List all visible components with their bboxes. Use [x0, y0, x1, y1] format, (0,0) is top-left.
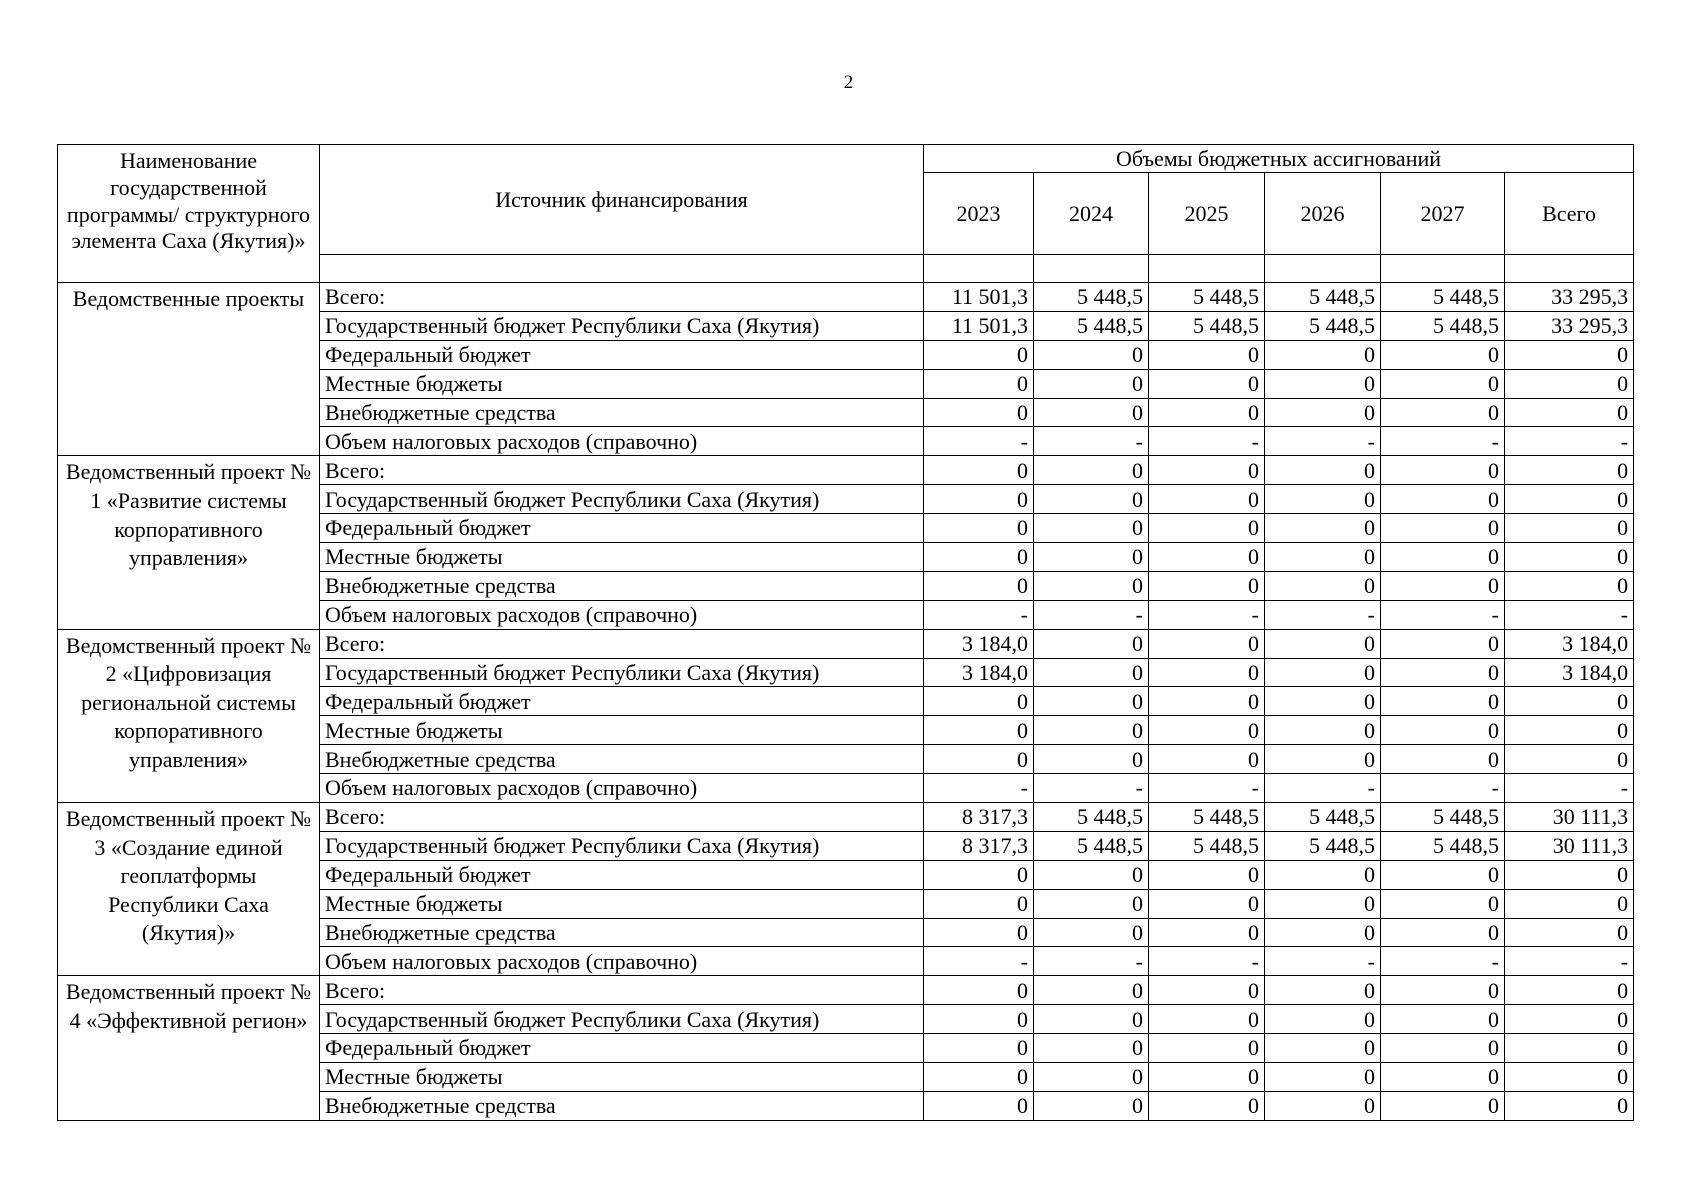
year-value-cell: -: [1149, 947, 1265, 976]
year-value-cell: 0: [924, 976, 1034, 1005]
year-value-cell: 0: [1381, 1091, 1505, 1120]
year-value-cell: 0: [1149, 687, 1265, 716]
year-value-cell: 0: [1149, 485, 1265, 514]
year-value-cell: 0: [1034, 543, 1149, 572]
total-value-cell: 0: [1505, 716, 1634, 745]
year-value-cell: 0: [1265, 1005, 1381, 1034]
funding-source-cell: Внебюджетные средства: [320, 398, 924, 427]
year-value-cell: 0: [1265, 340, 1381, 369]
funding-source-cell: Государственный бюджет Республики Саха (Якутия): [320, 311, 924, 340]
total-value-cell: 0: [1505, 369, 1634, 398]
year-value-cell: 0: [924, 716, 1034, 745]
total-value-cell: -: [1505, 600, 1634, 629]
total-value-cell: 0: [1505, 398, 1634, 427]
year-value-cell: 0: [1265, 485, 1381, 514]
year-value-cell: -: [1149, 774, 1265, 803]
year-value-cell: 0: [1149, 571, 1265, 600]
year-value-cell: 0: [1034, 514, 1149, 543]
year-value-cell: 0: [924, 918, 1034, 947]
year-value-cell: -: [924, 427, 1034, 456]
year-value-cell: 0: [924, 1091, 1034, 1120]
year-value-cell: 0: [1149, 456, 1265, 485]
year-value-cell: 0: [924, 889, 1034, 918]
year-value-cell: 5 448,5: [1381, 831, 1505, 860]
year-value-cell: -: [1265, 600, 1381, 629]
year-value-cell: 0: [1265, 514, 1381, 543]
year-value-cell: 0: [924, 687, 1034, 716]
year-value-cell: 0: [1265, 889, 1381, 918]
funding-source-cell: Объем налоговых расходов (справочно): [320, 947, 924, 976]
total-value-cell: 0: [1505, 889, 1634, 918]
year-value-cell: 0: [1149, 658, 1265, 687]
year-value-cell: 0: [1149, 543, 1265, 572]
funding-source-cell: Государственный бюджет Республики Саха (Якутия): [320, 485, 924, 514]
year-value-cell: 0: [924, 745, 1034, 774]
funding-source-cell: Местные бюджеты: [320, 369, 924, 398]
year-value-cell: 0: [1149, 340, 1265, 369]
year-value-cell: 0: [1265, 456, 1381, 485]
year-value-cell: 0: [1381, 889, 1505, 918]
program-name-cell: Ведомственный проект № 4 «Эффективной регион»: [58, 976, 320, 1120]
year-value-cell: -: [1034, 947, 1149, 976]
year-value-cell: 0: [1034, 745, 1149, 774]
year-value-cell: 0: [924, 860, 1034, 889]
year-value-cell: 0: [1149, 716, 1265, 745]
year-value-cell: 0: [1034, 1091, 1149, 1120]
table-row: [58, 283, 1634, 312]
table-row: [58, 629, 1634, 658]
year-value-cell: 0: [1381, 629, 1505, 658]
year-value-cell: 0: [1265, 658, 1381, 687]
funding-source-cell: Всего:: [320, 456, 924, 485]
year-value-cell: 0: [1265, 1034, 1381, 1063]
year-value-cell: 0: [1034, 918, 1149, 947]
header-year: 2024: [1034, 173, 1149, 255]
year-value-cell: 0: [1265, 1063, 1381, 1092]
funding-source-cell: Внебюджетные средства: [320, 571, 924, 600]
funding-source-cell: Государственный бюджет Республики Саха (Якутия): [320, 831, 924, 860]
year-value-cell: 0: [1034, 369, 1149, 398]
year-value-cell: 0: [1265, 687, 1381, 716]
funding-source-cell: Всего:: [320, 976, 924, 1005]
total-value-cell: 30 111,3: [1505, 831, 1634, 860]
total-value-cell: 0: [1505, 1063, 1634, 1092]
year-value-cell: 0: [1034, 571, 1149, 600]
year-value-cell: 11 501,3: [924, 311, 1034, 340]
year-value-cell: 0: [1381, 1063, 1505, 1092]
year-value-cell: 0: [924, 456, 1034, 485]
year-value-cell: 0: [1149, 1034, 1265, 1063]
year-value-cell: -: [1381, 600, 1505, 629]
year-value-cell: 5 448,5: [1265, 831, 1381, 860]
funding-source-cell: Государственный бюджет Республики Саха (Якутия): [320, 1005, 924, 1034]
year-value-cell: -: [1034, 427, 1149, 456]
year-value-cell: 5 448,5: [1381, 803, 1505, 832]
total-value-cell: 0: [1505, 687, 1634, 716]
funding-source-cell: Федеральный бюджет: [320, 1034, 924, 1063]
year-value-cell: 5 448,5: [1265, 311, 1381, 340]
year-value-cell: 0: [1149, 629, 1265, 658]
year-value-cell: 0: [1149, 745, 1265, 774]
year-value-cell: -: [1381, 427, 1505, 456]
total-value-cell: 0: [1505, 1091, 1634, 1120]
year-value-cell: 0: [1034, 485, 1149, 514]
year-value-cell: 0: [1034, 1005, 1149, 1034]
year-value-cell: -: [924, 947, 1034, 976]
year-value-cell: 0: [1149, 1063, 1265, 1092]
year-value-cell: 0: [1265, 543, 1381, 572]
total-value-cell: 0: [1505, 571, 1634, 600]
header-blank-cell: [1265, 255, 1381, 283]
year-value-cell: 5 448,5: [1034, 311, 1149, 340]
year-value-cell: 5 448,5: [1149, 283, 1265, 312]
table-row: [58, 976, 1634, 1005]
year-value-cell: 8 317,3: [924, 803, 1034, 832]
year-value-cell: 0: [1381, 398, 1505, 427]
year-value-cell: 5 448,5: [1034, 803, 1149, 832]
year-value-cell: 0: [924, 1034, 1034, 1063]
year-value-cell: 0: [1381, 514, 1505, 543]
funding-source-cell: Государственный бюджет Республики Саха (Якутия): [320, 658, 924, 687]
year-value-cell: 0: [924, 340, 1034, 369]
header-year: 2027: [1381, 173, 1505, 255]
total-value-cell: 0: [1505, 514, 1634, 543]
total-value-cell: 0: [1505, 976, 1634, 1005]
year-value-cell: 0: [1034, 889, 1149, 918]
year-value-cell: 5 448,5: [1265, 803, 1381, 832]
year-value-cell: 0: [924, 543, 1034, 572]
year-value-cell: 0: [1381, 1005, 1505, 1034]
year-value-cell: 0: [1034, 1063, 1149, 1092]
year-value-cell: 0: [1265, 716, 1381, 745]
year-value-cell: 0: [1381, 1034, 1505, 1063]
funding-source-cell: Всего:: [320, 803, 924, 832]
header-name-column: Наименование государственной программы/ структурного элемента Саха (Якутия)»: [58, 145, 320, 283]
program-name-cell: Ведомственный проект № 1 «Развитие системы корпоративного управления»: [58, 456, 320, 629]
year-value-cell: 0: [1034, 398, 1149, 427]
year-value-cell: 0: [1034, 658, 1149, 687]
header-blank-cell: [1381, 255, 1505, 283]
year-value-cell: 0: [1381, 485, 1505, 514]
header-blank-cell: [320, 255, 924, 283]
year-value-cell: 0: [1381, 571, 1505, 600]
year-value-cell: 0: [1381, 340, 1505, 369]
table-body: [58, 283, 1634, 1121]
year-value-cell: -: [1265, 947, 1381, 976]
year-value-cell: 0: [1034, 716, 1149, 745]
year-value-cell: 0: [1265, 745, 1381, 774]
year-value-cell: -: [1381, 774, 1505, 803]
year-value-cell: 3 184,0: [924, 658, 1034, 687]
year-value-cell: 0: [924, 571, 1034, 600]
year-value-cell: 5 448,5: [1149, 311, 1265, 340]
year-value-cell: 0: [1265, 398, 1381, 427]
program-name-cell: Ведомственный проект № 2 «Цифровизация региональной системы корпоративного управления»: [58, 629, 320, 802]
table-row: [58, 803, 1634, 832]
total-value-cell: 0: [1505, 1005, 1634, 1034]
year-value-cell: -: [1149, 427, 1265, 456]
year-value-cell: 0: [1149, 1091, 1265, 1120]
header-total: Всего: [1505, 173, 1634, 255]
header-volumes-title: Объемы бюджетных ассигнований: [924, 145, 1634, 173]
year-value-cell: -: [924, 600, 1034, 629]
year-value-cell: 0: [924, 485, 1034, 514]
total-value-cell: 3 184,0: [1505, 658, 1634, 687]
year-value-cell: 5 448,5: [1149, 831, 1265, 860]
total-value-cell: -: [1505, 947, 1634, 976]
program-name-cell: Ведомственный проект № 3 «Создание единой геоплатформы Республики Саха (Якутия)»: [58, 803, 320, 976]
total-value-cell: 0: [1505, 918, 1634, 947]
year-value-cell: 0: [1034, 340, 1149, 369]
year-value-cell: 0: [1381, 918, 1505, 947]
total-value-cell: 30 111,3: [1505, 803, 1634, 832]
year-value-cell: 3 184,0: [924, 629, 1034, 658]
year-value-cell: 0: [1149, 860, 1265, 889]
year-value-cell: 0: [1149, 1005, 1265, 1034]
year-value-cell: 0: [1034, 456, 1149, 485]
year-value-cell: 0: [1265, 860, 1381, 889]
year-value-cell: 0: [1381, 658, 1505, 687]
year-value-cell: 0: [1149, 369, 1265, 398]
year-value-cell: 0: [1265, 1091, 1381, 1120]
funding-source-cell: Федеральный бюджет: [320, 514, 924, 543]
year-value-cell: 0: [1149, 514, 1265, 543]
year-value-cell: 0: [1265, 918, 1381, 947]
funding-source-cell: Местные бюджеты: [320, 716, 924, 745]
year-value-cell: -: [1381, 947, 1505, 976]
year-value-cell: 5 448,5: [1265, 283, 1381, 312]
header-year: 2025: [1149, 173, 1265, 255]
year-value-cell: 0: [1381, 716, 1505, 745]
year-value-cell: 0: [1149, 398, 1265, 427]
page-number: 2: [843, 72, 854, 93]
year-value-cell: 0: [1149, 918, 1265, 947]
year-value-cell: -: [924, 774, 1034, 803]
year-value-cell: -: [1265, 427, 1381, 456]
funding-source-cell: Всего:: [320, 629, 924, 658]
year-value-cell: 0: [1381, 976, 1505, 1005]
total-value-cell: 0: [1505, 860, 1634, 889]
year-value-cell: 0: [1034, 976, 1149, 1005]
total-value-cell: 33 295,3: [1505, 283, 1634, 312]
year-value-cell: 0: [1381, 543, 1505, 572]
funding-source-cell: Внебюджетные средства: [320, 745, 924, 774]
funding-source-cell: Объем налоговых расходов (справочно): [320, 427, 924, 456]
year-value-cell: 0: [1265, 629, 1381, 658]
program-name-cell: Ведомственные проекты: [58, 283, 320, 456]
year-value-cell: 11 501,3: [924, 283, 1034, 312]
year-value-cell: 0: [1381, 369, 1505, 398]
year-value-cell: 0: [924, 1063, 1034, 1092]
total-value-cell: 33 295,3: [1505, 311, 1634, 340]
total-value-cell: 0: [1505, 1034, 1634, 1063]
year-value-cell: 0: [924, 369, 1034, 398]
header-blank-cell: [1505, 255, 1634, 283]
year-value-cell: 5 448,5: [1034, 283, 1149, 312]
year-value-cell: 0: [1034, 629, 1149, 658]
year-value-cell: -: [1034, 600, 1149, 629]
year-value-cell: 5 448,5: [1381, 311, 1505, 340]
funding-source-cell: Внебюджетные средства: [320, 918, 924, 947]
year-value-cell: 5 448,5: [1381, 283, 1505, 312]
year-value-cell: -: [1149, 600, 1265, 629]
header-blank-cell: [1034, 255, 1149, 283]
year-value-cell: 0: [924, 514, 1034, 543]
year-value-cell: 5 448,5: [1034, 831, 1149, 860]
total-value-cell: 3 184,0: [1505, 629, 1634, 658]
header-blank-cell: [924, 255, 1034, 283]
funding-source-cell: Местные бюджеты: [320, 1063, 924, 1092]
year-value-cell: 8 317,3: [924, 831, 1034, 860]
header-source-column: Источник финансирования: [320, 145, 924, 255]
year-value-cell: 0: [1381, 745, 1505, 774]
total-value-cell: 0: [1505, 543, 1634, 572]
total-value-cell: 0: [1505, 340, 1634, 369]
year-value-cell: 0: [1149, 889, 1265, 918]
year-value-cell: 0: [1381, 860, 1505, 889]
year-value-cell: 0: [1034, 860, 1149, 889]
funding-source-cell: Местные бюджеты: [320, 543, 924, 572]
year-value-cell: 0: [1034, 687, 1149, 716]
header-year: 2026: [1265, 173, 1381, 255]
total-value-cell: 0: [1505, 456, 1634, 485]
year-value-cell: 0: [1149, 976, 1265, 1005]
total-value-cell: -: [1505, 427, 1634, 456]
total-value-cell: 0: [1505, 485, 1634, 514]
funding-source-cell: Федеральный бюджет: [320, 340, 924, 369]
funding-source-cell: Внебюджетные средства: [320, 1091, 924, 1120]
funding-source-cell: Объем налоговых расходов (справочно): [320, 774, 924, 803]
funding-source-cell: Местные бюджеты: [320, 889, 924, 918]
year-value-cell: -: [1265, 774, 1381, 803]
header-blank-cell: [1149, 255, 1265, 283]
year-value-cell: 0: [1265, 571, 1381, 600]
total-value-cell: 0: [1505, 745, 1634, 774]
year-value-cell: 0: [1034, 1034, 1149, 1063]
table-row: [58, 456, 1634, 485]
budget-table: [57, 144, 1634, 1121]
year-value-cell: 0: [1265, 976, 1381, 1005]
year-value-cell: -: [1034, 774, 1149, 803]
year-value-cell: 0: [1265, 369, 1381, 398]
funding-source-cell: Федеральный бюджет: [320, 860, 924, 889]
total-value-cell: -: [1505, 774, 1634, 803]
funding-source-cell: Федеральный бюджет: [320, 687, 924, 716]
funding-source-cell: Объем налоговых расходов (справочно): [320, 600, 924, 629]
header-year: 2023: [924, 173, 1034, 255]
year-value-cell: 0: [924, 398, 1034, 427]
year-value-cell: 0: [924, 1005, 1034, 1034]
year-value-cell: 5 448,5: [1149, 803, 1265, 832]
funding-source-cell: Всего:: [320, 283, 924, 312]
year-value-cell: 0: [1381, 687, 1505, 716]
table-header: [58, 145, 1634, 283]
year-value-cell: 0: [1381, 456, 1505, 485]
